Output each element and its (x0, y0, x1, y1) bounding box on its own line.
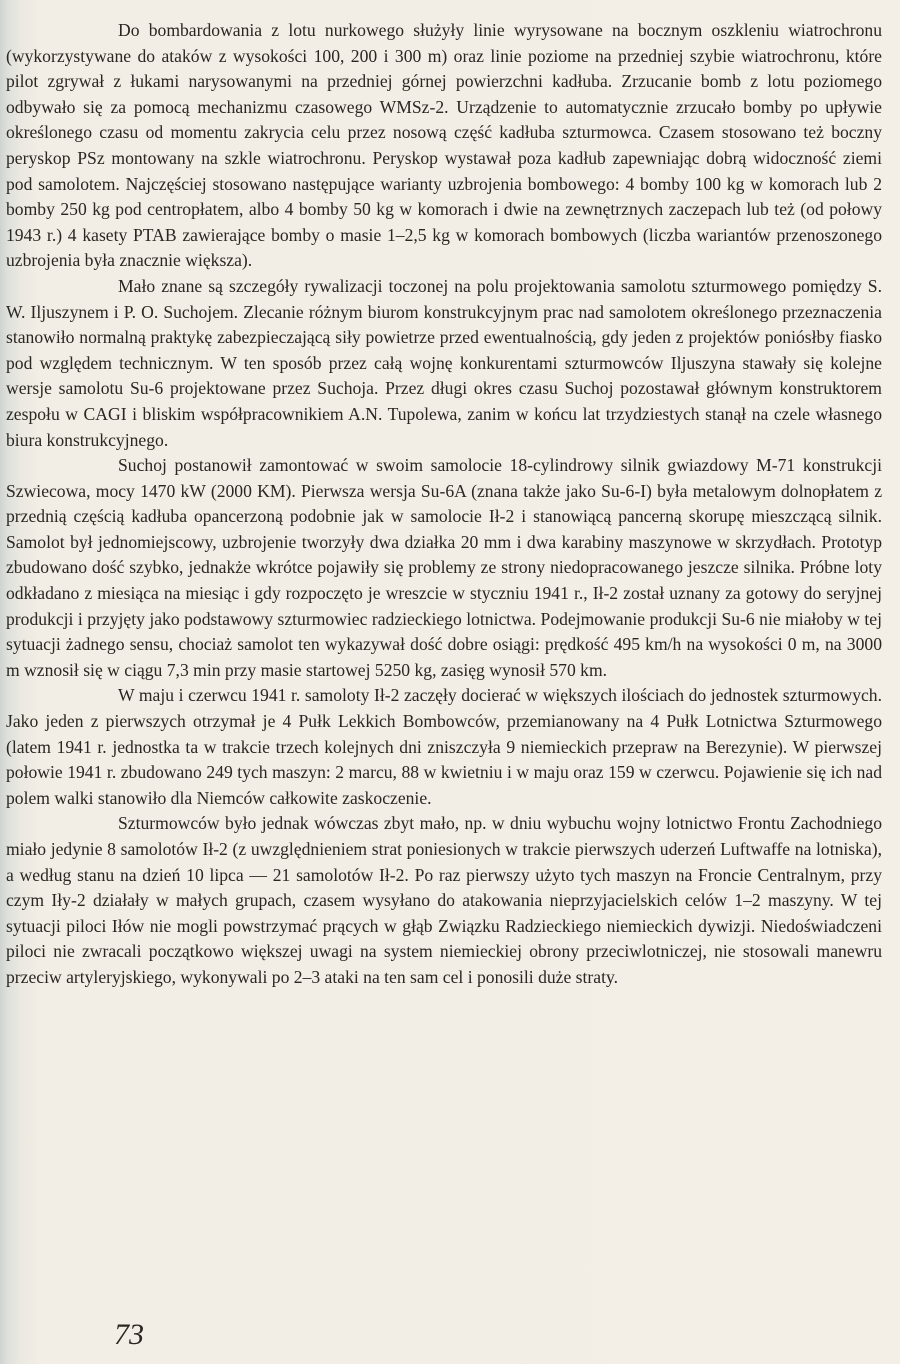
page-number: 73 (114, 1318, 144, 1351)
paragraph-su6-design: Suchoj postanowił zamontować w swoim samolocie 18-cylindrowy silnik gwiazdowy M-71 konstrukcji Szwiecowa, mocy 1470 kW (2000 KM). Pierwsza wersja Su-6A (znana także jako Su-6-I) była metalowym dolnopłatem z przednią częścią kadłuba opancerzoną podobnie jak w samolocie Ił-2 i stanowiącą pancerną skorupę mieszczącą silnik. Samolot był jednomiejscowy, uzbrojenie tworzyły dwa działka 20 mm i dwa karabiny maszynowe w skrzydłach. Prototyp zbudowano dość szybko, jednakże wkrótce pojawiły się problemy ze strony niedopracowanego jeszcze silnika. Próbne loty odkładano z miesiąca na miesiąc i gdy rozpoczęto je wreszcie w styczniu 1941 r., Ił-2 został uznany za gotowy do seryjnej produkcji i przyjęty jako podstawowy szturmowiec radzieckiego lotnictwa. Podejmowanie produkcji Su-6 nie miałoby w tej sytuacji żadnego sensu, chociaż samolot ten wykazywał dość dobre osiągi: prędkość 495 km/h na wysokości 0 m, na 3000 m wznosił się w ciągu 7,3 min przy masie startowej 5250 kg, zasięg wynosił 570 km. (6, 455, 882, 680)
body-text (6, 18, 882, 991)
paragraph-ilyushin-sukhoi-rivalry: Mało znane są szczegóły rywalizacji toczonej na polu projektowania samolotu szturmowego pomiędzy S. W. Iljuszynem i P. O. Suchojem. Zlecanie różnym biurom konstrukcyjnym prac nad samolotem określonego przeznaczenia stanowiło normalną praktykę zabezpieczającą siły powietrze przed ewentualnością, gdy jeden z projektów poniósłby fiasko pod względem technicznym. W ten sposób przez całą wojnę konkurentami szturmowców Iljuszyna stawały się kolejne wersje samolotu Su-6 projektowane przez Suchoja. Przez długi okres czasu Suchoj pozostawał głównym konstruktorem zespołu w CAGI i bliskim współpracownikiem A.N. Tupolewa, zanim w końcu lat trzydziestych stanął na czele własnego biura konstrukcyjnego. (6, 275, 882, 450)
paragraph-il2-deliveries: W maju i czerwcu 1941 r. samoloty Ił-2 zaczęły docierać w większych ilościach do jednostek szturmowych. Jako jeden z pierwszych otrzymał je 4 Pułk Lekkich Bombowców, przemianowany na 4 Pułk Lotnictwa Szturmowego (latem 1941 r. jednostka ta w trakcie trzech kolejnych dni zniszczyła 9 niemieckich przepraw na Berezynie). W pierwszej połowie 1941 r. zbudowano 249 tych maszyn: 2 marcu, 88 w kwietniu i w maju oraz 159 w czerwcu. Pojawienie się ich nad polem walki stanowiło dla Niemców całkowite zaskoczenie. (6, 685, 882, 808)
paragraph-early-combat: Szturmowców było jednak wówczas zbyt mało, np. w dniu wybuchu wojny lotnictwo Frontu Zachodniego miało jedynie 8 samolotów Ił-2 (z uwzględnieniem strat poniesionych w trakcie pierwszych uderzeń Luftwaffe na lotniska), a według stanu na dzień 10 lipca — 21 samolotów Ił-2. Po raz pierwszy użyto tych maszyn na Froncie Centralnym, przy czym Iły-2 działały w małych grupach, czasem wysyłano do atakowania nieprzyjacielskich celów 1–2 maszyny. W tej sytuacji piloci Iłów nie mogli powstrzymać prących w głąb Związku Radzieckiego niemieckich dywizji. Niedoświadczeni piloci nie zwracali początkowo większej uwagi na system niemieckiej obrony przeciwlotniczej, nie stosowali manewru przeciw artyleryjskiego, wykonywali po 2–3 ataki na ten sam cel i ponosili duże straty. (6, 813, 882, 987)
paragraph-bombing-equipment: Do bombardowania z lotu nurkowego służyły linie wyrysowane na bocznym oszkleniu wiatrochronu (wykorzystywane do ataków z wysokości 100, 200 i 300 m) oraz linie poziome na przedniej szybie wiatrochronu, które pilot zgrywał z łukami narysowanymi na przedniej górnej powierzchni kadłuba. Zrzucanie bomb z lotu poziomego odbywało się za pomocą mechanizmu czasowego WMSz-2. Urządzenie to automatycznie zrzucało bomby po upływie określonego czasu od momentu zakrycia celu przez nosową część kadłuba szturmowca. Czasem stosowano też boczny peryskop PSz montowany na szkle wiatrochronu. Peryskop wystawał poza kadłub zapewniając dobrą widoczność ziemi pod samolotem. Najczęściej stosowano następujące warianty uzbrojenia bombowego: 4 bomby 100 kg w komorach lub 2 bomby 250 kg pod centropłatem, albo 4 bomby 50 kg w komorach i dwie na zewnętrznych zaczepach lub też (od połowy 1943 r.) 4 kasety PTAB zawierające bomby o masie 1–2,5 kg w komorach bombowych (liczba wariantów przenoszonego uzbrojenia była znacznie większa). (6, 20, 882, 271)
